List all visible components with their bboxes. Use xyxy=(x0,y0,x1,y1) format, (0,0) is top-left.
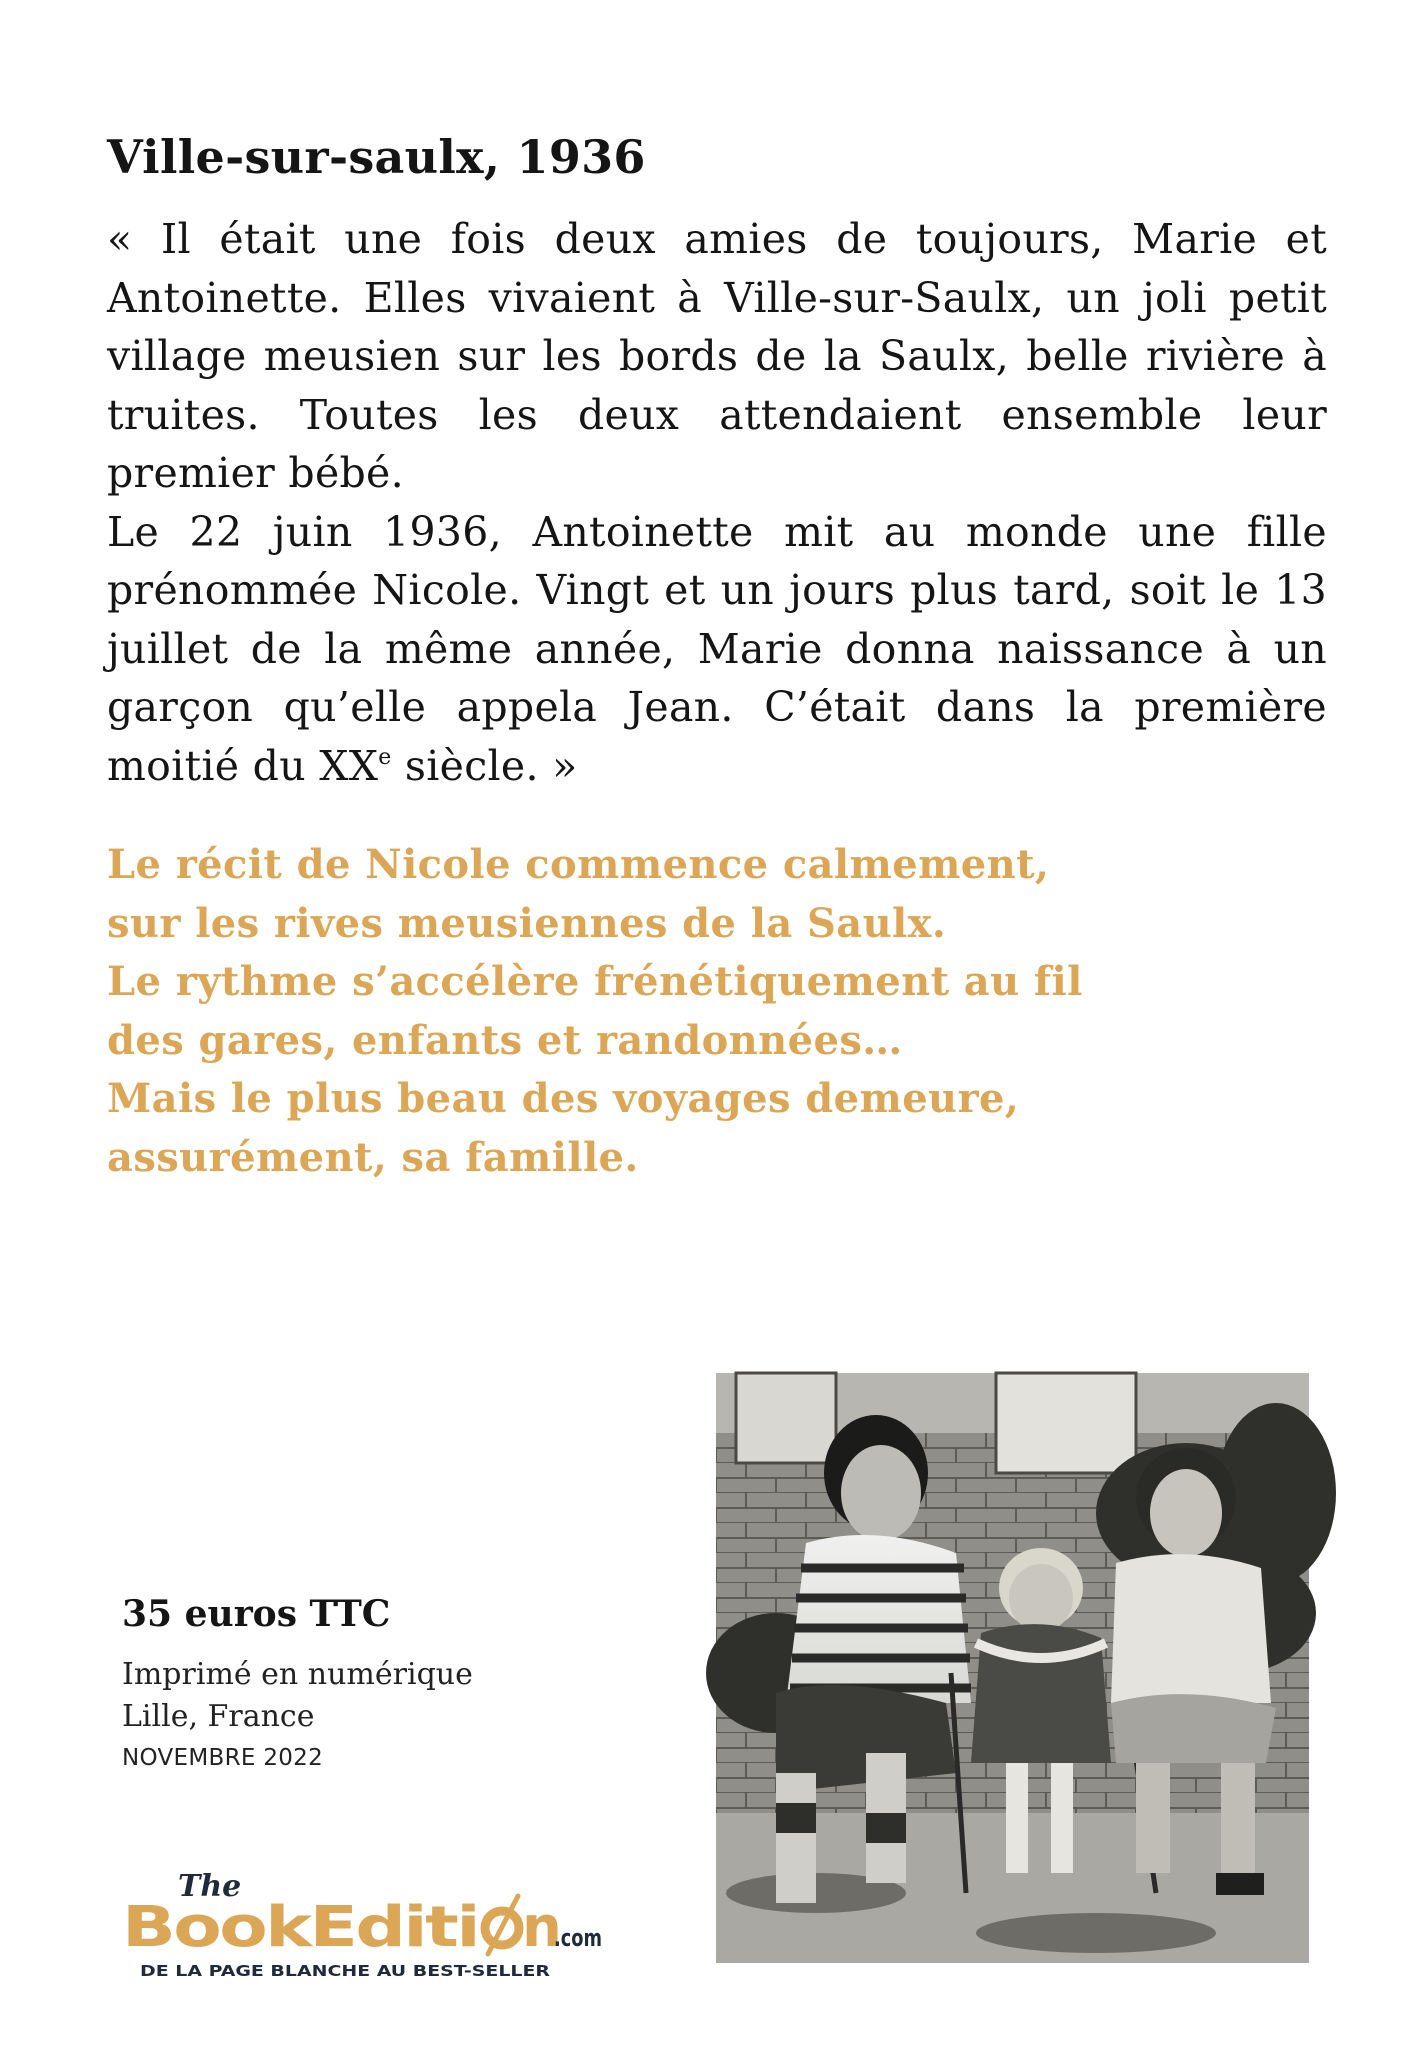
imprint-method: Imprimé en numérique xyxy=(122,1657,473,1692)
logo-the: The xyxy=(178,1869,242,1904)
quote-paragraph-2-end: siècle. » xyxy=(391,741,578,790)
logo-wordmark-end: n xyxy=(522,1895,562,1960)
synopsis-quote xyxy=(107,210,1327,795)
logo-wordmark: BookEditi xyxy=(122,1895,478,1960)
price-label: 35 euros TTC xyxy=(122,1593,391,1635)
quote-paragraph-2-text: Le 22 juin 1936, Antoinette mit au monde une fille prénommée Nicole. Vingt et un jours plus tard, soit le 13 juillet de la même année, Marie donna naissance à un garçon qu’elle appela Jean. C’était dans la première moitié du XX xyxy=(107,507,1327,790)
pitch-line: des gares, enfants et randonnées… xyxy=(107,1016,903,1064)
pitch-text xyxy=(107,836,1083,1187)
quote-paragraph-2 xyxy=(107,503,1327,796)
family-photo-image xyxy=(716,1373,1309,1963)
cover-heading: Ville-sur-saulx, 1936 xyxy=(107,130,646,184)
pitch-line: Le rythme s’accélère frénétiquement au fil xyxy=(107,958,1083,1005)
imprint-block xyxy=(122,1654,473,1778)
logo-quill-icon xyxy=(485,1896,519,1954)
imprint-location: Lille, France xyxy=(122,1699,315,1734)
pitch-line: assurément, sa famille. xyxy=(107,1133,639,1181)
pitch-line: Mais le plus beau des voyages demeure, xyxy=(107,1075,1020,1122)
logo-tagline: DE LA PAGE BLANCHE AU BEST-SELLER xyxy=(140,1962,551,1980)
bookedition-logo xyxy=(122,1866,602,1990)
pitch-line: sur les rives meusiennes de la Saulx. xyxy=(107,899,947,947)
imprint-date: NOVEMBRE 2022 xyxy=(122,1745,324,1771)
century-superscript: e xyxy=(378,744,392,770)
pitch-line: Le récit de Nicole commence calmement, xyxy=(107,841,1050,888)
quote-paragraph-1: « Il était une fois deux amies de toujours, Marie et Antoinette. Elles vivaient à Ville-sur-Saulx, un joli petit village meusien sur les bords de la Saulx, belle rivière à truites. Toutes les deux attendaient ensemble leur premier bébé. xyxy=(107,215,1327,497)
logo-domain: .com xyxy=(554,1924,602,1952)
family-photo xyxy=(716,1373,1309,1963)
publisher-logo xyxy=(122,1866,602,1990)
